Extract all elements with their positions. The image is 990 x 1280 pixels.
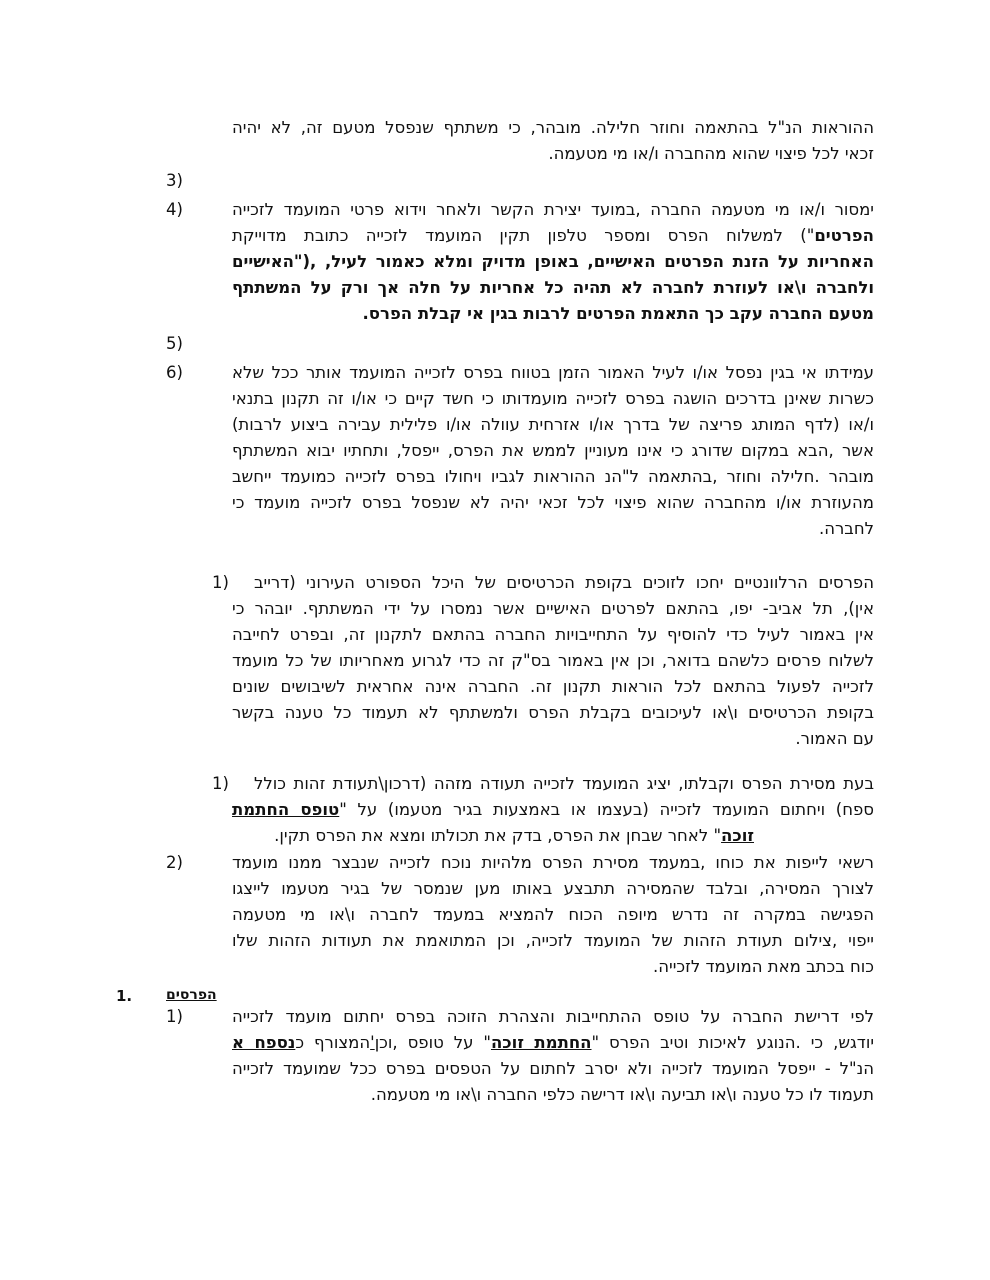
- text-line: בקופת הכרטיסים ו\או לעיכובים בקבלת הפרס ולמשתתף לא תעמוד כל טענה בקשר: [232, 703, 874, 722]
- text-segment: ") למשלוח הפרס ומספר טלפון תקין המועמד לזכייה כתובת מדוייקת: [232, 226, 815, 245]
- item-number: 2): [166, 853, 183, 872]
- text-line: [232, 797, 874, 823]
- section-heading: הפרסים: [166, 987, 217, 1003]
- text-line: [232, 223, 874, 249]
- text-segment: ספח) ויחתום המועמד לזכייה (בעצמו או באמצעות בגיר מטעמו) על ": [339, 800, 874, 819]
- text-line: ההוראות הנ"ל בהתאמה וחוזר חלילה. מובהר, כי משתתף שנפסל מטעם זה, לא יהיה: [232, 118, 874, 137]
- text-line: [232, 823, 874, 849]
- paragraph-disqualification-note: [232, 115, 874, 167]
- item-number: 1): [212, 774, 229, 793]
- item-number: 3): [166, 171, 183, 190]
- bold-text: האחריות על הזנת הפרטים האישיים, באופן מדויק ומלא כאמור לעיל, ,("האישיים: [232, 252, 874, 271]
- text-line: לצורך המסירה, ובלבד שהמסירה תתבצע באותו מען שנמסר של בגיר מטעמו לייצגו: [232, 879, 874, 898]
- text-line: לפי דרישת החברה על טופס ההתחייבות והצהרת הזוכה בפרס יחתום מועמד לזכייה: [232, 1007, 874, 1026]
- text-segment: " לאחר שבחן את הפרס, בדק את תכולתו ומצא את הפרס תקין.: [274, 826, 722, 845]
- underlined-mark: ': [370, 1033, 375, 1052]
- text-line: מובהר .חלילה וחוזר ,בהתאמה ל"הנ ההוראות לגביו ויחולו בפרס לזכייה כמועמד ייחשב: [232, 467, 874, 486]
- text-line: מהעוזרת או/ו מהחברה שהוא פיצוי לכל זכאי יהיה לא שנפסל בפרס לזכייה מועמד כי: [232, 493, 874, 512]
- text-line: לזכייה לפעול בהתאם לכל הוראות תקנון זה. החברה אינה אחראית לשיבושים שונים: [232, 677, 874, 696]
- form-name-underlined: החתמת זוכה: [490, 1033, 592, 1052]
- text-line: לחברה.: [818, 519, 874, 538]
- paragraph-power-of-attorney: [232, 850, 874, 980]
- text-line: ייפוי ,צילום תעודת הזהות של המועמד לזכייה, וכן המתואמת את תעודות הזהות שלו: [232, 931, 874, 950]
- text-segment: " על טופס ,וכן: [374, 1033, 491, 1052]
- text-line: הנ"ל - ייפסל המועמד לזכייה ולא יסרב לחתום על הטפסים בפרס ככל שמועמד לזכייה: [232, 1059, 874, 1078]
- item-number: 6): [166, 363, 183, 382]
- text-line: כשרות שאינן בדרכים הושגה בפרס לזכייה מועמדותו כי חשד קיים כי או/ו זה תקנון בתנאי: [232, 389, 874, 408]
- bold-text: מטעם החברה עקב כך התאמת הפרטים לרבות בגין אי קבלת הפרס.: [362, 304, 874, 323]
- item-number: 5): [166, 334, 183, 353]
- paragraph-id-presentation: [232, 771, 874, 849]
- bold-text: ולחברה ו\או לעוזרת לחברה לא תהיה כל אחריות על חלה אך ורק על המשתתף: [232, 278, 874, 297]
- paragraph-prize-pickup: [232, 570, 874, 752]
- item-number: 4): [166, 200, 183, 219]
- text-line: ימסור ו/או מי מטעמה החברה ,במועד יצירת הקשר ולאחר וידוא פרטי המועמד לזכייה: [232, 200, 874, 219]
- text-line: [232, 249, 874, 275]
- form-name-underlined: טופס החתמת: [232, 800, 340, 819]
- text-line: [232, 275, 874, 301]
- text-line: ו/או (לדף המותג פריצה של בדרך או/ו אזרחית עוולה או/ו פלילית עבירה ביצוע לרבות): [232, 415, 874, 434]
- text-line: זכאי לכל פיצוי שהוא מהחברה ו/או מי מטעמה.: [548, 144, 874, 163]
- text-line: לשלוח פרסים כלשהם בדואר, וכן אין באמור בס"ק זה כדי לגרוע מאחריותו של כל מועמד: [232, 651, 874, 670]
- text-line: כוח בכתב מאת המועמד לזכייה.: [653, 957, 874, 976]
- paragraph-winner-form: [232, 1004, 874, 1108]
- text-line: בעת מסירת הפרס וקבלתו, יציג המועמד לזכייה תעודה מזהה (דרכון\תעודת זהות כולל: [254, 774, 874, 793]
- item-number: 1): [212, 573, 229, 592]
- paragraph-personal-details: [232, 197, 874, 327]
- text-line: אין באמור לעיל כדי להוסיף על התחייבויות החברה בהתאם לתקנון זה, ובפרט לחייבה: [232, 625, 874, 644]
- text-line: [232, 1030, 874, 1056]
- item-number: 1): [166, 1007, 183, 1026]
- text-line: תעמוד לו כל טענה ו\או תביעה ו\או דרישה כלפי החברה ו\או מי מטעמה.: [370, 1085, 874, 1104]
- text-line: עם האמור.: [795, 729, 874, 748]
- paragraph-eligibility: [232, 360, 874, 542]
- text-segment: המצורף כ: [295, 1033, 371, 1052]
- text-line: [232, 301, 874, 327]
- text-line: אין), תל אביב- יפו, בהתאם לפרטים האישיים אשר נמסרו על ידי המשתתף. יובהר כי: [232, 599, 874, 618]
- section-number: 1.: [116, 987, 133, 1005]
- text-line: הפרסים הרלוונטיים יחכו לזוכים בקופת הכרטיסים של היכל הספורט העירוני (דרייב: [254, 573, 874, 592]
- text-line: עמידתו אי בגין נפסל או/ו לעיל האמור הזמן בטווח בפרס לזכייה המועמד אותר ככל שלא: [232, 363, 874, 382]
- text-line: הפגישה במקרה זה נדרש מיופה הכוח להמציא במעמד לחברה ו\או מי מטעמה: [232, 905, 874, 924]
- text-line: אשר ,הבא במקום שדורג כי אינו מעוניין לממש את הפרס, ייפסל, ותחתיו יבוא המשתתף: [232, 441, 874, 460]
- text-segment: יודגש, כי .הנוגע לאיכות וטיב הפרס ": [591, 1033, 875, 1052]
- form-name-underlined: זוכה: [721, 826, 754, 845]
- bold-term: הפרטים: [814, 226, 874, 245]
- text-line: רשאי לייפות את כוחו ,במעמד מסירת הפרס מלהיות נוכח לזכייה שנבצר ממנו מועמד: [232, 853, 874, 872]
- appendix-reference: נספח א: [232, 1033, 296, 1052]
